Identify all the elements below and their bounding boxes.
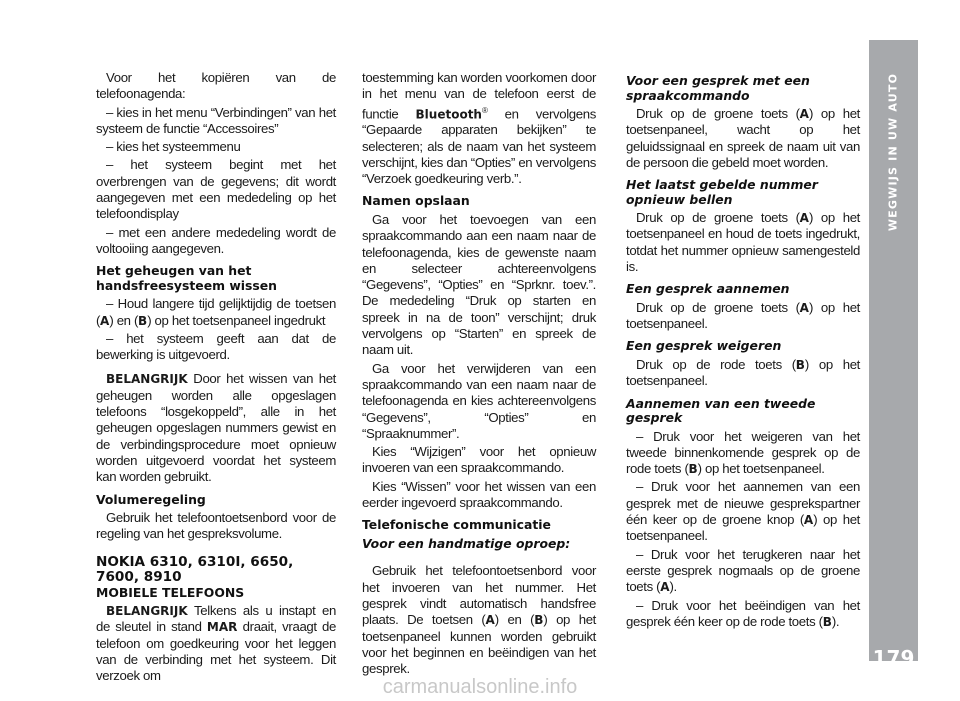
section-heading: Aannemen van een tweede gesprek	[626, 395, 816, 426]
paragraph: BELANGRIJK Telkens als u instapt en de sleutel in stand MAR draait, vraagt de telefoon om goedkeuring voor het leggen van de verbinding met het systeem. Dit verzoek om	[96, 603, 336, 684]
paragraph: – kies het systeemmenu	[106, 139, 241, 155]
section-heading: Voor een handmatige oproep:	[362, 535, 571, 551]
section-heading: NOKIA 6310, 6310I, 6650, 7600, 8910	[96, 553, 294, 586]
paragraph: Druk op de groene toets (A) op het toetsenpaneel en houd de toets ingedrukt, totdat het nummer opnieuw samengesteld is.	[626, 210, 860, 275]
section-heading: Telefonische communicatie	[362, 517, 551, 533]
section-heading: Voor een gesprek met een spraakcommando	[626, 73, 810, 103]
section-heading: MOBIELE TELEFOONS	[96, 584, 245, 600]
paragraph: – Houd langere tijd gelijktijdig de toetsen (A) en (B) op het toetsenpaneel ingedrukt	[96, 296, 336, 328]
paragraph: Kies “Wijzigen” voor het opnieuw invoeren van een spraakcommando.	[362, 444, 596, 476]
important-label: BELANGRIJK	[106, 604, 188, 619]
section-heading: Volumeregeling	[96, 491, 206, 507]
paragraph: Gebruik het telefoontoetsenbord voor de regeling van het gespreksvolume.	[96, 510, 336, 542]
section-heading: Een gesprek weigeren	[626, 338, 782, 354]
column-1	[96, 70, 336, 687]
paragraph: Ga voor het verwijderen van een spraakcommando van een naam naar de telefoonagenda en kies achtereenvolgens “Gegevens”, “Opties” en “Spraaknummer”.	[362, 360, 596, 441]
paragraph: Ga voor het toevoegen van een spraakcommando aan een naam naar de telefoonagenda, kies de gewenste naam en selecteer achtereenvolgens “Gegevens”, “Opties” en “Sprknr. toev.”. De mededeling “Druk op starten en spreek in na de toon” verschijnt; druk vervolgens op “Starten” en spreek de naam uit.	[362, 211, 596, 358]
paragraph: Voor het kopiëren van de telefoonagenda:	[96, 70, 336, 102]
paragraph: Druk op de groene toets (A) op het toetsenpaneel, wacht op het geluidssignaal en spreek de naam uit van de persoon die gebeld moet worden.	[626, 106, 860, 170]
paragraph: – het systeem geeft aan dat de bewerking is uitgevoerd.	[96, 330, 336, 363]
paragraph: Gebruik het telefoontoetsenbord voor het invoeren van het nummer. Het gesprek vindt automatisch handsfree plaats. De toetsen (A) en (B) op het toetsenpaneel kunnen worden gebruikt voor het beginnen en beëindigen van het gesprek.	[362, 563, 597, 677]
column-2	[362, 70, 596, 679]
section-heading: Een gesprek aannemen	[626, 281, 790, 297]
paragraph: – kies in het menu “Verbindingen” van het systeem de functie “Accessoires”	[96, 104, 336, 136]
paragraph: Druk op de rode toets (B) op het toetsenpaneel.	[626, 356, 860, 389]
chapter-sidebar	[869, 40, 918, 670]
paragraph: – met een andere mededeling wordt de voltooiing aangegeven.	[96, 224, 336, 256]
paragraph: Druk op de groene toets (A) op het toetsenpaneel.	[626, 299, 860, 332]
column-3	[626, 70, 860, 632]
section-heading: Namen opslaan	[362, 193, 470, 209]
important-label: BELANGRIJK	[106, 372, 188, 387]
paragraph: – Druk voor het beëindigen van het gesprek één keer op de rode toets (B).	[626, 597, 860, 629]
section-heading: Het laatst gebelde nummer opnieuw bellen	[626, 177, 818, 207]
watermark: carmanualsonline.info	[382, 676, 578, 698]
paragraph: – Druk voor het weigeren van het tweede binnenkomende gesprek op de rode toets (B) op het toetsenpaneel.	[626, 428, 860, 477]
paragraph: – het systeem begint met het overbrengen van de gegevens; dit wordt aangegeven met een mededeling op het telefoondisplay	[96, 157, 336, 222]
page-number: 179	[872, 646, 915, 670]
paragraph: – Druk voor het aannemen van een gesprek met de nieuwe gesprekspartner één keer op de groene knop (A) op het toetsenpaneel.	[626, 479, 860, 544]
paragraph: toestemming kan worden voorkomen door in het menu van de telefoon eerst de functie Bluetooth® en vervolgens “Gepaarde apparaten bekijken” te selecteren; als de naam van het systeem verschijnt, kies dan “Opties” en vervolgens “Verzoek goedkeuring verb.”.	[362, 70, 597, 187]
paragraph: – Druk voor het terugkeren naar het eerste gesprek nogmaals op de groene toets (A).	[626, 546, 860, 595]
paragraph: Kies “Wissen” voor het wissen van een eerder ingevoerd spraakcommando.	[362, 478, 596, 511]
paragraph: BELANGRIJK Door het wissen van het geheugen worden alle opgeslagen telefoons “losgekoppeld”, alle in het geheugen opgeslagen nummers gewist en de verbindingsprocedure moet opnieuw worden uitgevoerd voordat het systeem kan worden gebruikt.	[96, 371, 336, 485]
section-heading: Het geheugen van het handsfreesysteem wissen	[96, 263, 278, 293]
chapter-title: WEGWIJS IN UW AUTO	[886, 72, 900, 232]
